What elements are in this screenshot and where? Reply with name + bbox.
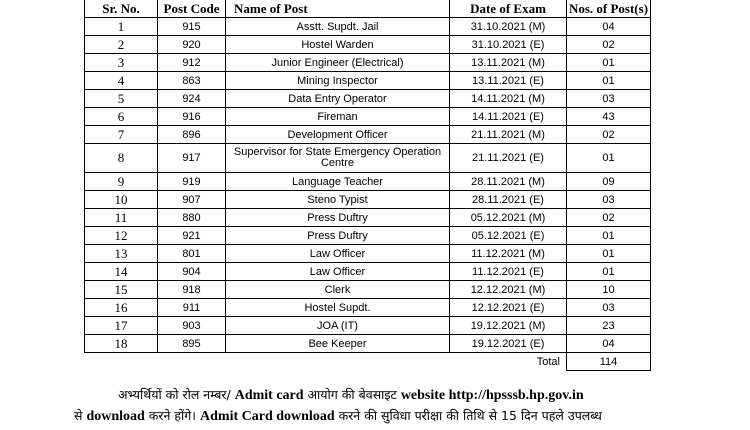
- cell-post-name: Mining Inspector: [226, 72, 450, 90]
- cell-num-posts: 04: [567, 18, 651, 36]
- cell-sr-no: 10: [85, 191, 158, 209]
- table-row: [85, 108, 651, 126]
- table-row: [85, 54, 651, 72]
- cell-sr-no: 7: [85, 126, 158, 144]
- cell-exam-date: 19.12.2021 (E): [450, 335, 567, 353]
- table-row: [85, 263, 651, 281]
- cell-post-name: Data Entry Operator: [226, 90, 450, 108]
- table-row: [85, 144, 651, 173]
- table-row: [85, 299, 651, 317]
- cell-exam-date: 05.12.2021 (M): [450, 209, 567, 227]
- table-row: [85, 18, 651, 36]
- cell-sr-no: 2: [85, 36, 158, 54]
- cell-sr-no: 18: [85, 335, 158, 353]
- cell-exam-date: 31.10.2021 (E): [450, 36, 567, 54]
- cell-post-name: Press Duftry: [226, 227, 450, 245]
- table-row: [85, 209, 651, 227]
- cell-exam-date: 05.12.2021 (E): [450, 227, 567, 245]
- notice-text: से: [74, 408, 87, 423]
- cell-num-posts: 04: [567, 335, 651, 353]
- cell-post-name: Junior Engineer (Electrical): [226, 54, 450, 72]
- cell-post-code: 896: [158, 126, 226, 144]
- cell-post-code: 924: [158, 90, 226, 108]
- cell-exam-date: 19.12.2021 (M): [450, 317, 567, 335]
- cell-num-posts: 43: [567, 108, 651, 126]
- cell-num-posts: 01: [567, 227, 651, 245]
- cell-post-name: Development Officer: [226, 126, 450, 144]
- cell-exam-date: 14.11.2021 (M): [450, 90, 567, 108]
- cell-num-posts: 01: [567, 263, 651, 281]
- notice-text-bold: Admit card: [234, 388, 304, 403]
- cell-exam-date: 21.11.2021 (M): [450, 126, 567, 144]
- cell-post-name: Bee Keeper: [226, 335, 450, 353]
- cell-exam-date: 13.11.2021 (E): [450, 72, 567, 90]
- cell-num-posts: 09: [567, 173, 651, 191]
- cell-post-name: Press Duftry: [226, 209, 450, 227]
- notice-line-2: [74, 407, 750, 425]
- cell-num-posts: 01: [567, 54, 651, 72]
- cell-post-name: Language Teacher: [226, 173, 450, 191]
- notice-text: आयोग की बेवसाइट: [303, 387, 401, 402]
- cell-post-code: 904: [158, 263, 226, 281]
- cell-post-name: JOA (IT): [226, 317, 450, 335]
- table-row: [85, 90, 651, 108]
- cell-exam-date: 11.12.2021 (M): [450, 245, 567, 263]
- cell-post-code: 903: [158, 317, 226, 335]
- cell-post-name: Asstt. Supdt. Jail: [226, 18, 450, 36]
- cell-exam-date: 12.12.2021 (M): [450, 281, 567, 299]
- notice-text-bold: download: [86, 409, 145, 424]
- table-header-row: [85, 0, 651, 18]
- cell-sr-no: 15: [85, 281, 158, 299]
- cell-post-name: Steno Typist: [226, 191, 450, 209]
- exam-schedule-table: [84, 0, 651, 371]
- cell-sr-no: 9: [85, 173, 158, 191]
- cell-post-name: Law Officer: [226, 263, 450, 281]
- header-sr-no: Sr. No.: [85, 0, 158, 18]
- cell-post-name: Hostel Supdt.: [226, 299, 450, 317]
- table-row: [85, 317, 651, 335]
- cell-exam-date: 28.11.2021 (E): [450, 191, 567, 209]
- cell-post-code: 880: [158, 209, 226, 227]
- table-row: [85, 126, 651, 144]
- total-row: [85, 353, 651, 371]
- header-date-of-exam: Date of Exam: [450, 0, 567, 18]
- cell-post-code: 801: [158, 245, 226, 263]
- table-row: [85, 36, 651, 54]
- cell-post-code: 863: [158, 72, 226, 90]
- notice-line-1: [118, 386, 750, 404]
- cell-post-name: Hostel Warden: [226, 36, 450, 54]
- cell-exam-date: 31.10.2021 (M): [450, 18, 567, 36]
- cell-post-code: 916: [158, 108, 226, 126]
- cell-post-code: 921: [158, 227, 226, 245]
- header-name-of-post: Name of Post: [226, 0, 450, 18]
- cell-num-posts: 02: [567, 36, 651, 54]
- cell-sr-no: 1: [85, 18, 158, 36]
- header-post-code: Post Code: [158, 0, 226, 18]
- cell-post-name: Clerk: [226, 281, 450, 299]
- cell-post-code: 911: [158, 299, 226, 317]
- table-row: [85, 281, 651, 299]
- cell-exam-date: 14.11.2021 (E): [450, 108, 567, 126]
- header-nos-of-posts: Nos. of Post(s): [567, 0, 651, 18]
- website-link[interactable]: website http://hpsssb.hp.gov.in: [400, 388, 584, 403]
- cell-post-code: 912: [158, 54, 226, 72]
- cell-sr-no: 6: [85, 108, 158, 126]
- cell-sr-no: 3: [85, 54, 158, 72]
- cell-post-code: 895: [158, 335, 226, 353]
- cell-sr-no: 12: [85, 227, 158, 245]
- cell-sr-no: 11: [85, 209, 158, 227]
- cell-exam-date: 21.11.2021 (E): [450, 144, 567, 173]
- table-row: [85, 245, 651, 263]
- table-row: [85, 173, 651, 191]
- notice-text: करने होंगे।: [144, 408, 201, 423]
- cell-exam-date: 12.12.2021 (E): [450, 299, 567, 317]
- table-row: [85, 191, 651, 209]
- cell-post-name: Fireman: [226, 108, 450, 126]
- cell-exam-date: 13.11.2021 (M): [450, 54, 567, 72]
- cell-num-posts: 03: [567, 90, 651, 108]
- notice-text: अभ्यर्थियों को रोल नम्बर/: [118, 387, 235, 402]
- table-row: [85, 227, 651, 245]
- cell-sr-no: 13: [85, 245, 158, 263]
- total-value: 114: [567, 353, 651, 371]
- cell-num-posts: 02: [567, 209, 651, 227]
- cell-post-code: 919: [158, 173, 226, 191]
- cell-num-posts: 01: [567, 72, 651, 90]
- cell-sr-no: 16: [85, 299, 158, 317]
- notice-text-bold: Admit Card download: [200, 409, 335, 424]
- cell-num-posts: 01: [567, 245, 651, 263]
- cell-exam-date: 28.11.2021 (M): [450, 173, 567, 191]
- cell-post-name: Law Officer: [226, 245, 450, 263]
- cell-exam-date: 11.12.2021 (E): [450, 263, 567, 281]
- cell-post-code: 915: [158, 18, 226, 36]
- notice-text: करने की सुविधा परीक्षा की तिथि से 15 दिन पहले उपलब्ध: [334, 408, 602, 423]
- cell-sr-no: 8: [85, 144, 158, 173]
- cell-post-code: 918: [158, 281, 226, 299]
- total-label: Total: [536, 355, 560, 368]
- cell-sr-no: 4: [85, 72, 158, 90]
- table-row: [85, 72, 651, 90]
- cell-post-code: 920: [158, 36, 226, 54]
- cell-num-posts: 03: [567, 191, 651, 209]
- cell-num-posts: 10: [567, 281, 651, 299]
- table-row: [85, 335, 651, 353]
- cell-num-posts: 01: [567, 144, 651, 173]
- cell-post-code: 917: [158, 144, 226, 173]
- cell-sr-no: 17: [85, 317, 158, 335]
- cell-sr-no: 14: [85, 263, 158, 281]
- cell-post-name: Supervisor for State Emergency Operation Centre: [226, 144, 450, 173]
- cell-num-posts: 03: [567, 299, 651, 317]
- cell-num-posts: 23: [567, 317, 651, 335]
- cell-num-posts: 02: [567, 126, 651, 144]
- cell-sr-no: 5: [85, 90, 158, 108]
- cell-post-code: 907: [158, 191, 226, 209]
